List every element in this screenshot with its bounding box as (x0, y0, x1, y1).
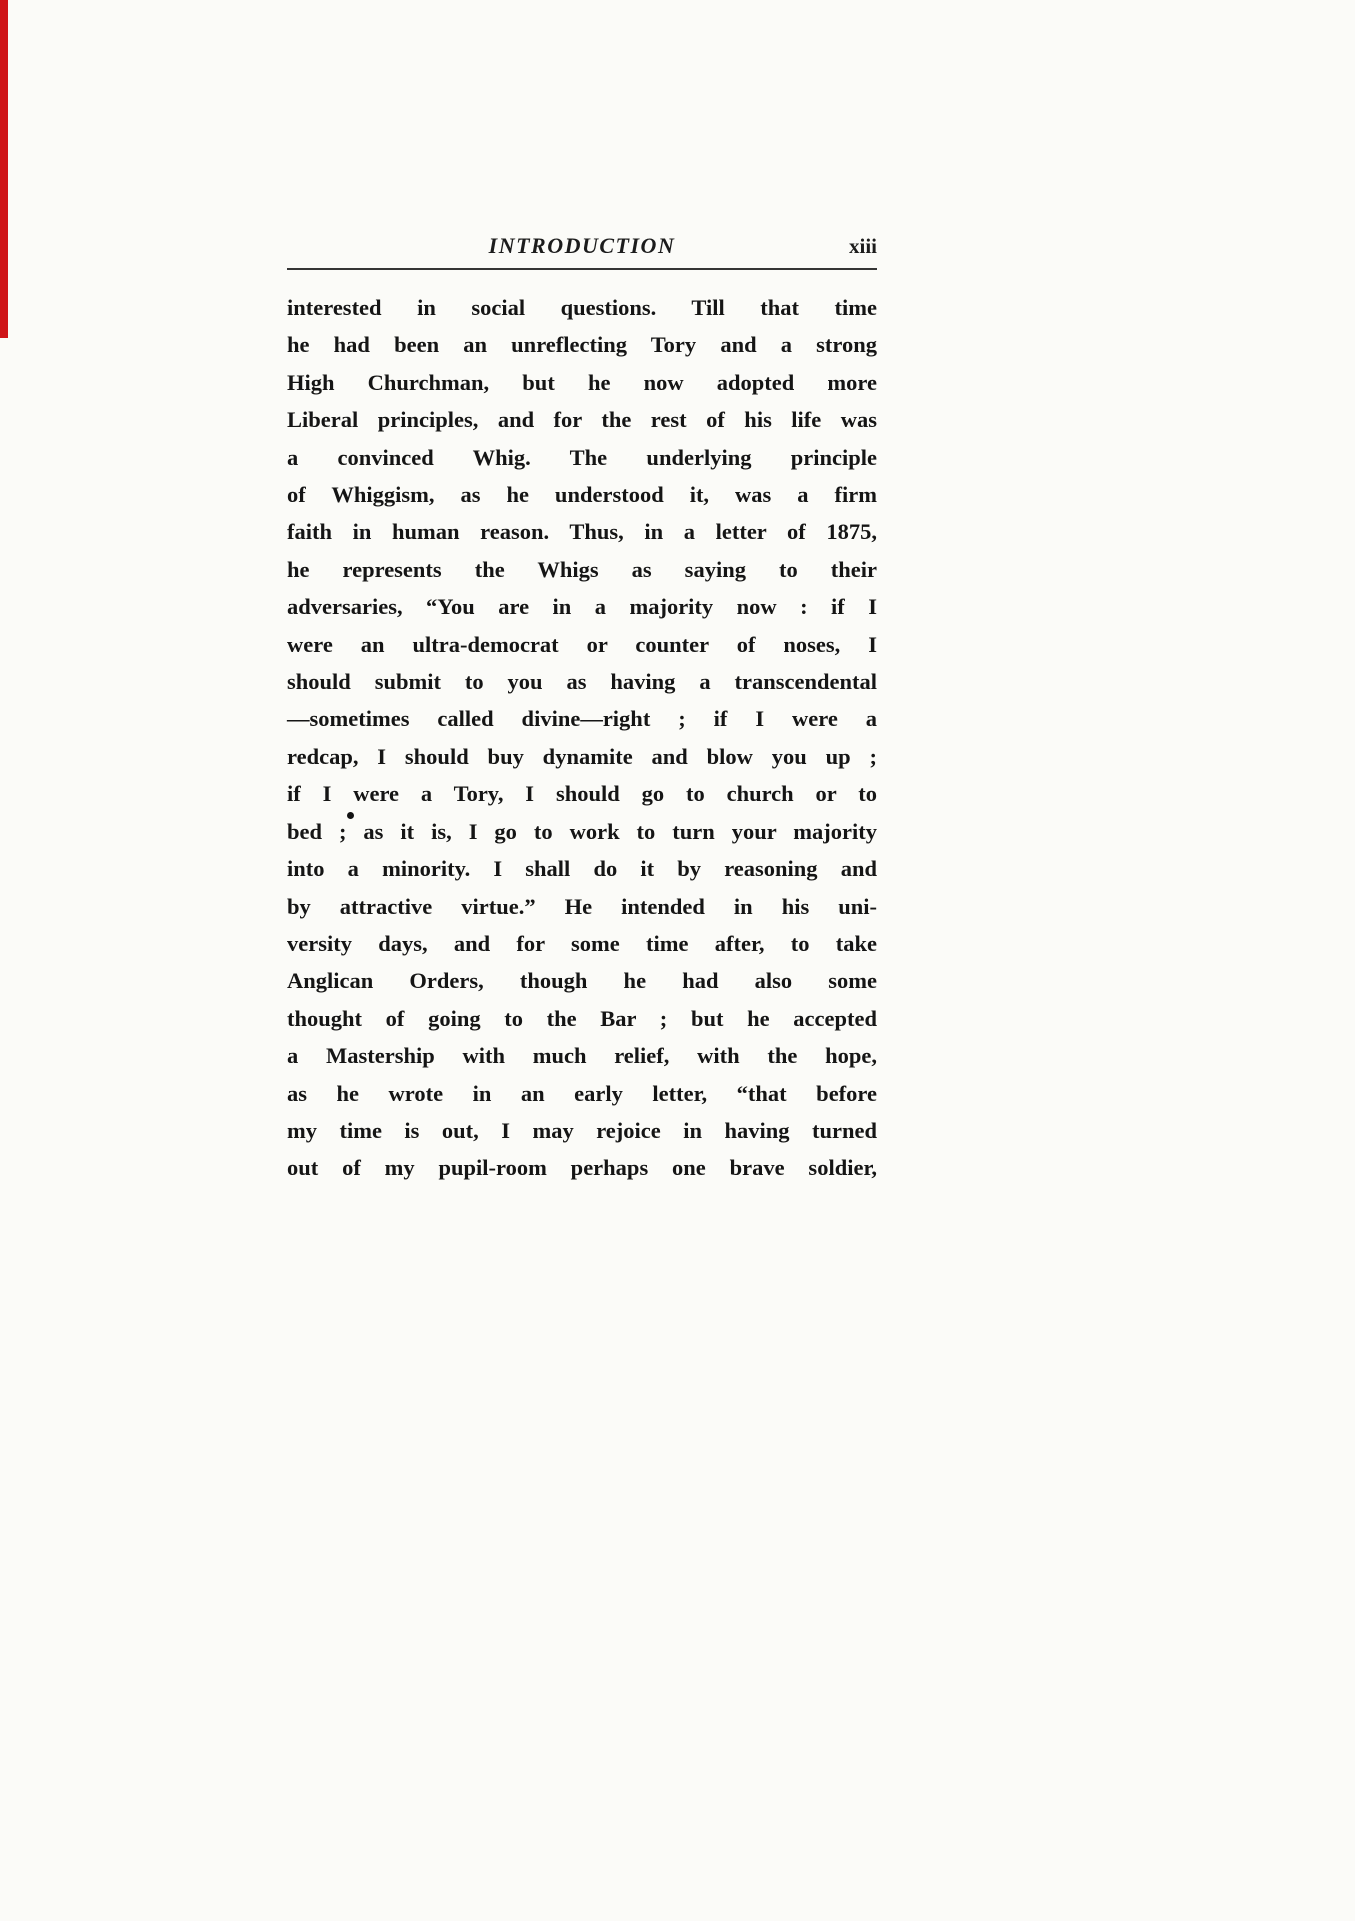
text-line: adversaries, “You are in a majority now : if I (287, 594, 877, 620)
text-line: of Whiggism, as he understood it, was a firm (287, 482, 877, 508)
text-line: my time is out, I may rejoice in having turned (287, 1117, 877, 1143)
text-line: Liberal principles, and for the rest of his life was (287, 407, 877, 433)
page-title: INTRODUCTION (488, 233, 676, 258)
text-line: a Mastership with much relief, with the hope, (287, 1043, 877, 1069)
header-divider (287, 268, 877, 270)
text-line: he represents the Whigs as saying to their (287, 556, 877, 582)
text-line: should submit to you as having a transcendental (287, 669, 877, 695)
page-content (287, 233, 877, 1187)
text-line: thought of going to the Bar ; but he accepted (287, 1005, 877, 1031)
body-text (287, 289, 877, 1187)
text-line: out of my pupil-room perhaps one brave soldier, (287, 1155, 877, 1181)
text-line: if I were a Tory, I should go to church or to (287, 781, 877, 807)
text-line: faith in human reason. Thus, in a letter of 1875, (287, 519, 877, 545)
text-line: a convinced Whig. The underlying principle (287, 444, 877, 470)
text-line: High Churchman, but he now adopted more (287, 369, 877, 395)
text-line: redcap, I should buy dynamite and blow you up ; (287, 743, 877, 769)
print-artifact-dot (347, 812, 354, 819)
text-line: —sometimes called divine—right ; if I were a (287, 706, 877, 732)
text-line: Anglican Orders, though he had also some (287, 968, 877, 994)
page-header (287, 233, 877, 265)
text-line: he had been an unreflecting Tory and a strong (287, 332, 877, 358)
text-line: as he wrote in an early letter, “that before (287, 1080, 877, 1106)
text-line: interested in social questions. Till that time (287, 295, 877, 320)
page-number: xiii (848, 234, 877, 258)
text-line: bed ; as it is, I go to work to turn your majority (287, 818, 877, 844)
red-margin-stripe (0, 0, 8, 338)
text-line: by attractive virtue.” He intended in his uni- (287, 893, 877, 919)
text-line: were an ultra-democrat or counter of noses, I (287, 631, 877, 657)
text-line: into a minority. I shall do it by reasoning and (287, 856, 877, 882)
text-line: versity days, and for some time after, to take (287, 930, 877, 956)
